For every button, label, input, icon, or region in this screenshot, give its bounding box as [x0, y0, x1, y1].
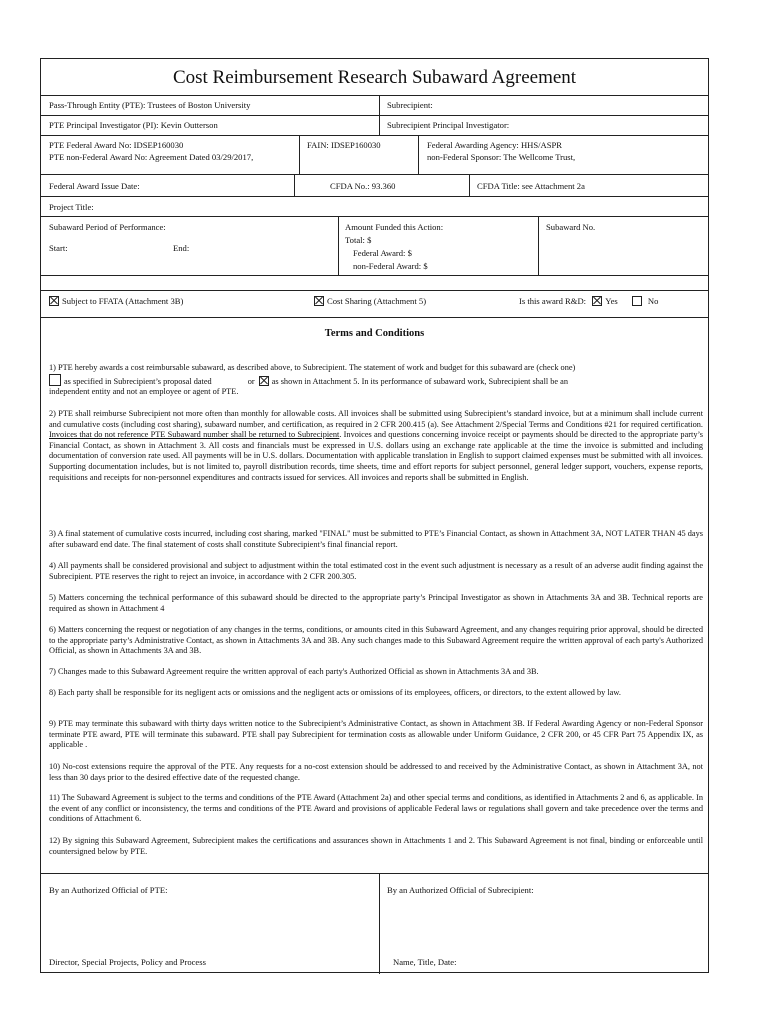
- rule: [379, 873, 380, 974]
- term-1-line-1: 1) PTE hereby awards a cost reimbursable subaward, as described above, to Subrecipient. The statement of work and budget for this subaward are (check one): [49, 363, 576, 372]
- ffata-checkbox[interactable]: [49, 296, 59, 306]
- proposal-checkbox[interactable]: [49, 374, 61, 386]
- rd-no-checkbox[interactable]: [632, 296, 642, 306]
- pte-signatory-title: Director, Special Projects, Policy and Process: [49, 957, 206, 967]
- rule: [299, 135, 300, 174]
- rd-no-label: No: [647, 296, 659, 306]
- rule: [41, 174, 708, 175]
- nonfed-award-no: PTE non-Federal Award No: Agreement Dated 03/29/2017,: [49, 152, 254, 162]
- rule: [41, 275, 708, 276]
- fed-award-no: PTE Federal Award No: IDSEP160030: [49, 140, 184, 150]
- period-label: Subaward Period of Performance:: [49, 222, 166, 232]
- term-12: 12) By signing this Subaward Agreement, Subrecipient makes the certifications and assurances shown in Attachments 1 and 2. This Subaward Agreement is not final, binding or enforceable until countersigned below by PTE.: [49, 836, 703, 856]
- rule: [41, 135, 708, 136]
- or-label: or: [247, 376, 255, 386]
- cfda-title-field: CFDA Title: see Attachment 2a: [477, 181, 585, 191]
- cfda-no-field: CFDA No.: 93.360: [330, 181, 396, 191]
- ffata-label: Subject to FFATA (Attachment 3B): [62, 296, 184, 306]
- term-3: 3) A final statement of cumulative costs incurred, including cost sharing, marked "FINAL" must be submitted to PTE’s Financial Contact, as shown in Attachment 3A, NOT LATER THAN 45 days after subaward end date. The final statement of costs shall constitute Subrecipient’s final financial report.: [49, 529, 703, 549]
- proposal-label: as specified in Subrecipient’s proposal dated: [64, 376, 212, 386]
- project-title-field[interactable]: Project Title:: [49, 202, 94, 212]
- nonfederal-award-field[interactable]: non-Federal Award: $: [353, 261, 428, 271]
- pte-signature-label: By an Authorized Official of PTE:: [49, 885, 168, 895]
- total-field[interactable]: Total: $: [345, 235, 372, 245]
- term-11: 11) The Subaward Agreement is subject to the terms and conditions of the PTE Award (Attachment 2a) and other special terms and conditions, as identified in Attachments 2 and 6, as applicable. In the event of any conflict or inconsistency, the terms and conditions of the PTE Award and provisions of applicable Federal laws or regulations shall govern and take precedence over the terms and conditions of Attachment 6.: [49, 793, 703, 824]
- agreement-form: [40, 58, 709, 973]
- amount-funded-label: Amount Funded this Action:: [345, 222, 444, 232]
- attachment5-label: as shown in Attachment 5. In its performance of subaward work, Subrecipient shall be an: [271, 376, 569, 386]
- fain-field: FAIN: IDSEP160030: [307, 140, 381, 150]
- nonfed-sponsor-field: non-Federal Sponsor: The Wellcome Trust,: [427, 152, 576, 162]
- subaward-no-field[interactable]: Subaward No.: [546, 222, 596, 232]
- federal-award-field[interactable]: Federal Award: $: [353, 248, 412, 258]
- term-9: 9) PTE may terminate this subaward with thirty days written notice to the Subrecipient’s Administrative Contact, as shown in Attachment 3B. If Federal Awarding Agency or non-Federal Sponsor terminate PTE award, PTE will terminate this subaward. PTE shall pay Subrecipient for termination costs as allowable under Uniform Guidance, 2 CFR 200, or 45 CFR Part 75 Appendix IX, as applicable .: [49, 719, 703, 750]
- term-1-line-2: [49, 374, 703, 388]
- end-field[interactable]: End:: [173, 243, 190, 253]
- rule: [41, 196, 708, 197]
- terms-heading: Terms and Conditions: [324, 328, 425, 339]
- term-10: 10) No-cost extensions require the approval of the PTE. Any requests for a no-cost extension should be addressed to and received by the Administrative Contact, as shown in Attachment 3A, not less than 30 days prior to the desired effective date of the requested change.: [49, 762, 703, 782]
- term-2-underlined: Invoices that do not reference PTE Subaward number shall be returned to Subrecipient: [49, 430, 340, 440]
- rd-question-label: Is this award R&D:: [519, 296, 587, 306]
- term-6: 6) Matters concerning the request or negotiation of any changes in the terms, conditions, or amounts cited in this Subaward Agreement, and any changes requiring prior approval, should be directed to the appropriate party’s Administrative Contact, as shown in Attachments 3A and 3B. Any such changes made to this Subaward Agreement require the written approval of each party's Authorized Official, as shown in Attachments 3A and 3B.: [49, 625, 703, 656]
- rule: [41, 290, 708, 291]
- rule: [41, 115, 708, 116]
- rule: [538, 216, 539, 275]
- rd-question: [519, 296, 658, 307]
- attachment5-checkbox[interactable]: [259, 376, 269, 386]
- cost-sharing-label: Cost Sharing (Attachment 5): [327, 296, 427, 306]
- rd-yes-label: Yes: [605, 296, 618, 306]
- term-4: 4) All payments shall be considered provisional and subject to adjustment within the total estimated cost in the event such adjustment is necessary as a result of an adverse audit finding against the Subrecipient. PTE reserves the right to reject an invoice, in accordance with 2 CFR 200.305.: [49, 561, 703, 581]
- fed-agency-field: Federal Awarding Agency: HHS/ASPR: [427, 140, 563, 150]
- rule: [469, 174, 470, 196]
- sub-signatory-field[interactable]: Name, Title, Date:: [393, 957, 457, 967]
- term-2-part-a: 2) PTE shall reimburse Subrecipient not more often than monthly for allowable costs. All invoices shall be submitted using Subrecipient’s standard invoice, but at a minimum shall include current and cumulative costs (including cost sharing), subaward number, and certification, as required in 2 CFR 200.415 (a). See Attachment 2/Special Terms and Conditions #21 for required certification.: [49, 409, 703, 429]
- issue-date-field[interactable]: Federal Award Issue Date:: [49, 181, 140, 191]
- rule: [379, 95, 380, 135]
- rule: [338, 216, 339, 275]
- term-1-line-3: independent entity and not an employee or agent of PTE.: [49, 387, 239, 397]
- term-7: 7) Changes made to this Subaward Agreement require the written approval of each party's Authorized Official as shown in Attachments 3A and 3B.: [49, 667, 539, 676]
- rd-yes-checkbox[interactable]: [592, 296, 602, 306]
- sub-pi-field[interactable]: Subrecipient Principal Investigator:: [387, 120, 510, 130]
- form-title: Cost Reimbursement Research Subaward Agreement: [172, 67, 577, 88]
- rule: [418, 135, 419, 174]
- sub-signature-label: By an Authorized Official of Subrecipient:: [387, 885, 534, 895]
- term-2-part-b: . Invoices and questions concerning invoice receipt or payments should be directed to the appropriate party’s Financial Contact, as shown in Attachment 3. All costs and financials must be expressed in U.S. dollars using an exchange rate applicable at the time the invoice is submitted and including documentation of conversion rate used. All payments will be in U.S. dollars. Documentation with applicable translation in English to support claimed expenses must be submitted with all invoices. Supporting documentation includes, but is not limited to, payroll distribution records, time sheets, time and effort reports for subject personnel, general ledger support, vouchers, expense reports, requisitions and receipts for non-personnel expenditures and contracts issued for services. All invoices and reports shall be submitted in English.: [49, 430, 703, 482]
- term-5: 5) Matters concerning the technical performance of this subaward should be directed to the appropriate party’s Principal Investigator as shown in Attachments 3A and 3B. Technical reports are required as shown in Attachment 4: [49, 593, 703, 613]
- rule: [41, 95, 708, 96]
- rule: [41, 873, 708, 874]
- cost-sharing-checkbox[interactable]: [314, 296, 324, 306]
- subrecipient-field[interactable]: Subrecipient:: [387, 100, 433, 110]
- rule: [294, 174, 295, 196]
- ffata-option: [49, 296, 183, 307]
- start-field[interactable]: Start:: [49, 243, 68, 253]
- rule: [41, 216, 708, 217]
- pte-pi-field: PTE Principal Investigator (PI): Kevin Outterson: [49, 120, 218, 130]
- rule: [41, 317, 708, 318]
- term-1: [49, 363, 703, 398]
- term-8: 8) Each party shall be responsible for its negligent acts or omissions and the negligent acts or omissions of its employees, officers, or directors, to the extent allowed by law.: [49, 688, 621, 697]
- cost-sharing-option: [314, 296, 426, 307]
- term-2: [49, 409, 703, 483]
- pte-field: Pass-Through Entity (PTE): Trustees of Boston University: [49, 100, 251, 110]
